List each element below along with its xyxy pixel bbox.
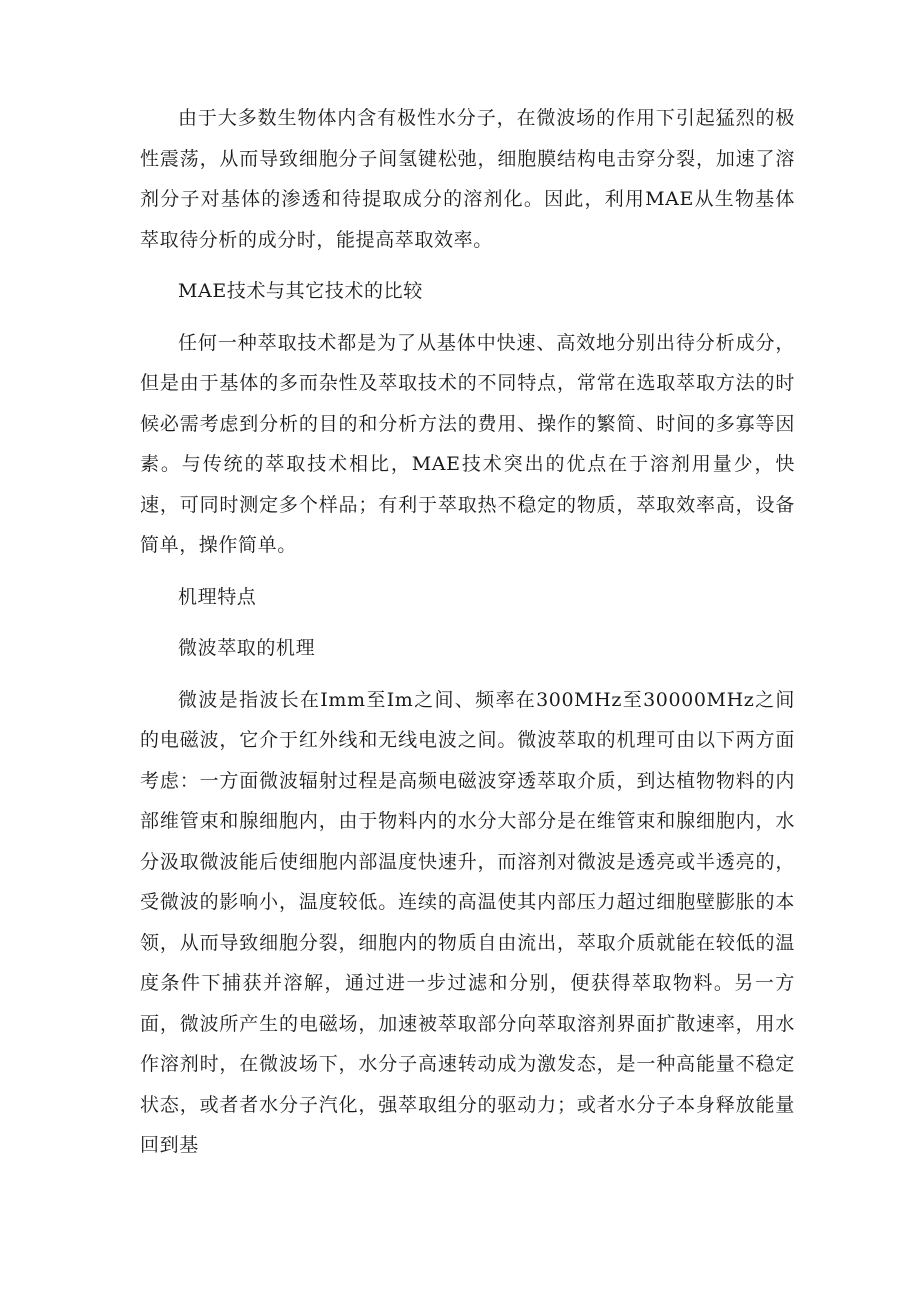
section-heading-microwave-mechanism: 微波萃取的机理: [178, 637, 316, 659]
paragraph-microwave-mechanism: 微波是指波长在Imm至Im之间、频率在300MHz至30000MHz之间的电磁波，它介于红外线和无线电波之间。微波萃取的机理可由以下两方面考虑：一方面微波辐射过程是高频电磁波穿透萃取介质，到达植物物料的内部维管束和腺细胞内，由于物料内的水分大部分是在维管束和腺细胞内，水分汲取微波能后使细胞内部温度快速升，而溶剂对微波是透亮或半透亮的，受微波的影响小，温度较低。连续的高温使其内部压力超过细胞壁膨胀的本领，从而导致细胞分裂，细胞内的物质自由流出，萃取介质就能在较低的温度条件下捕获并溶解，通过进一步过滤和分别，便获得萃取物料。另一方面，微波所产生的电磁场，加速被萃取部分向萃取溶剂界面扩散速率，用水作溶剂时，在微波场下，水分子高速转动成为激发态，是一种高能量不稳定状态，或者者水分子汽化，强萃取组分的驱动力；或者水分子本身释放能量回到基: [140, 688, 795, 1156]
section-heading-comparison: MAE技术与其它技术的比较: [178, 280, 423, 302]
paragraph-mechanism-intro: 由于大多数生物体内含有极性水分子，在微波场的作用下引起猛烈的极性震荡，从而导致细胞分子间氢键松弛，细胞膜结构电击穿分裂，加速了溶剂分子对基体的渗透和待提取成分的溶剂化。因此，利用MAE从生物基体萃取待分析的成分时，能提高萃取效率。: [140, 107, 795, 251]
document-body: [140, 98, 795, 1166]
section-heading-mechanism-features: 机理特点: [178, 585, 257, 608]
paragraph-comparison: 任何一种萃取技术都是为了从基体中快速、高效地分别出待分析成分，但是由于基体的多而杂性及萃取技术的不同特点，常常在选取萃取方法的时候必需考虑到分析的目的和分析方法的费用、操作的繁简、时间的多寡等因素。与传统的萃取技术相比，MAE技术突出的优点在于溶剂用量少，快速，可同时测定多个样品；有利于萃取热不稳定的物质，萃取效率高，设备简单，操作简单。: [140, 331, 795, 556]
